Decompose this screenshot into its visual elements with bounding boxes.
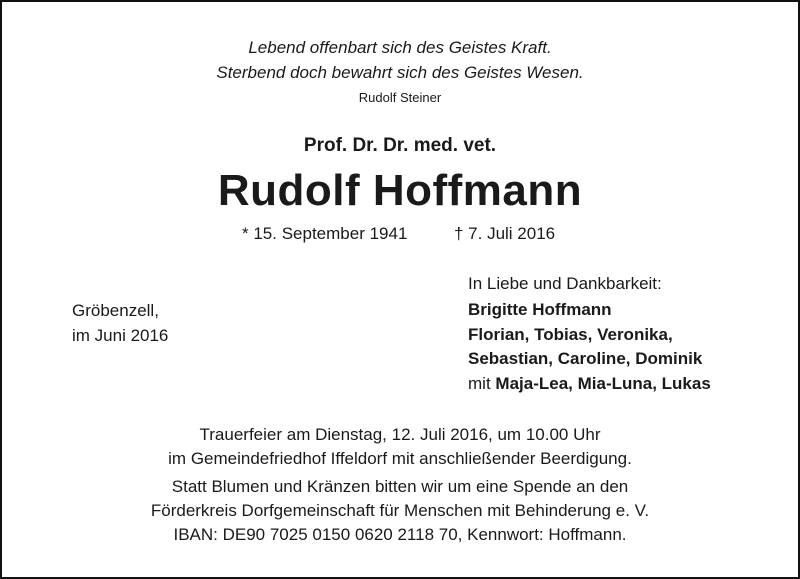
service-line-1: Trauerfeier am Dienstag, 12. Juli 2016, um 10.00 Uhr (199, 425, 601, 444)
family-line-4-prefix: mit (468, 374, 491, 393)
quote-line-2: Sterbend doch bewahrt sich des Geistes Wesen. (216, 63, 584, 82)
family-line-4 (468, 374, 711, 394)
family-line-4-names: Maja-Lea, Mia-Luna, Lukas (495, 374, 711, 393)
donation-line-1: Statt Blumen und Kränzen bitten wir um eine Spende an den (171, 477, 629, 496)
place-date: im Juni 2016 (72, 326, 169, 345)
deceased-name: Rudolf Hoffmann (217, 166, 583, 215)
academic-title: Prof. Dr. Dr. med. vet. (303, 135, 497, 156)
quote-line-1: Lebend offenbart sich des Geistes Kraft. (248, 38, 552, 57)
donation-line-2: Förderkreis Dorfgemeinschaft für Menschen mit Behinderung e. V. (150, 501, 650, 520)
family-line-3: Sebastian, Caroline, Dominik (468, 349, 703, 368)
birth-date: * 15. September 1941 (242, 224, 408, 243)
family-intro: In Liebe und Dankbarkeit: (468, 274, 662, 293)
family-line-2: Florian, Tobias, Veronika, (468, 325, 673, 344)
quote-author: Rudolf Steiner (358, 90, 442, 105)
place-name: Gröbenzell, (72, 301, 159, 320)
family-line-1: Brigitte Hoffmann (468, 300, 612, 319)
donation-iban: IBAN: DE90 7025 0150 0620 2118 70, Kennwort: Hoffmann. (173, 525, 627, 544)
service-line-2: im Gemeindefriedhof Iffeldorf mit anschließender Beerdigung. (168, 449, 632, 468)
death-date: † 7. Juli 2016 (454, 224, 556, 243)
